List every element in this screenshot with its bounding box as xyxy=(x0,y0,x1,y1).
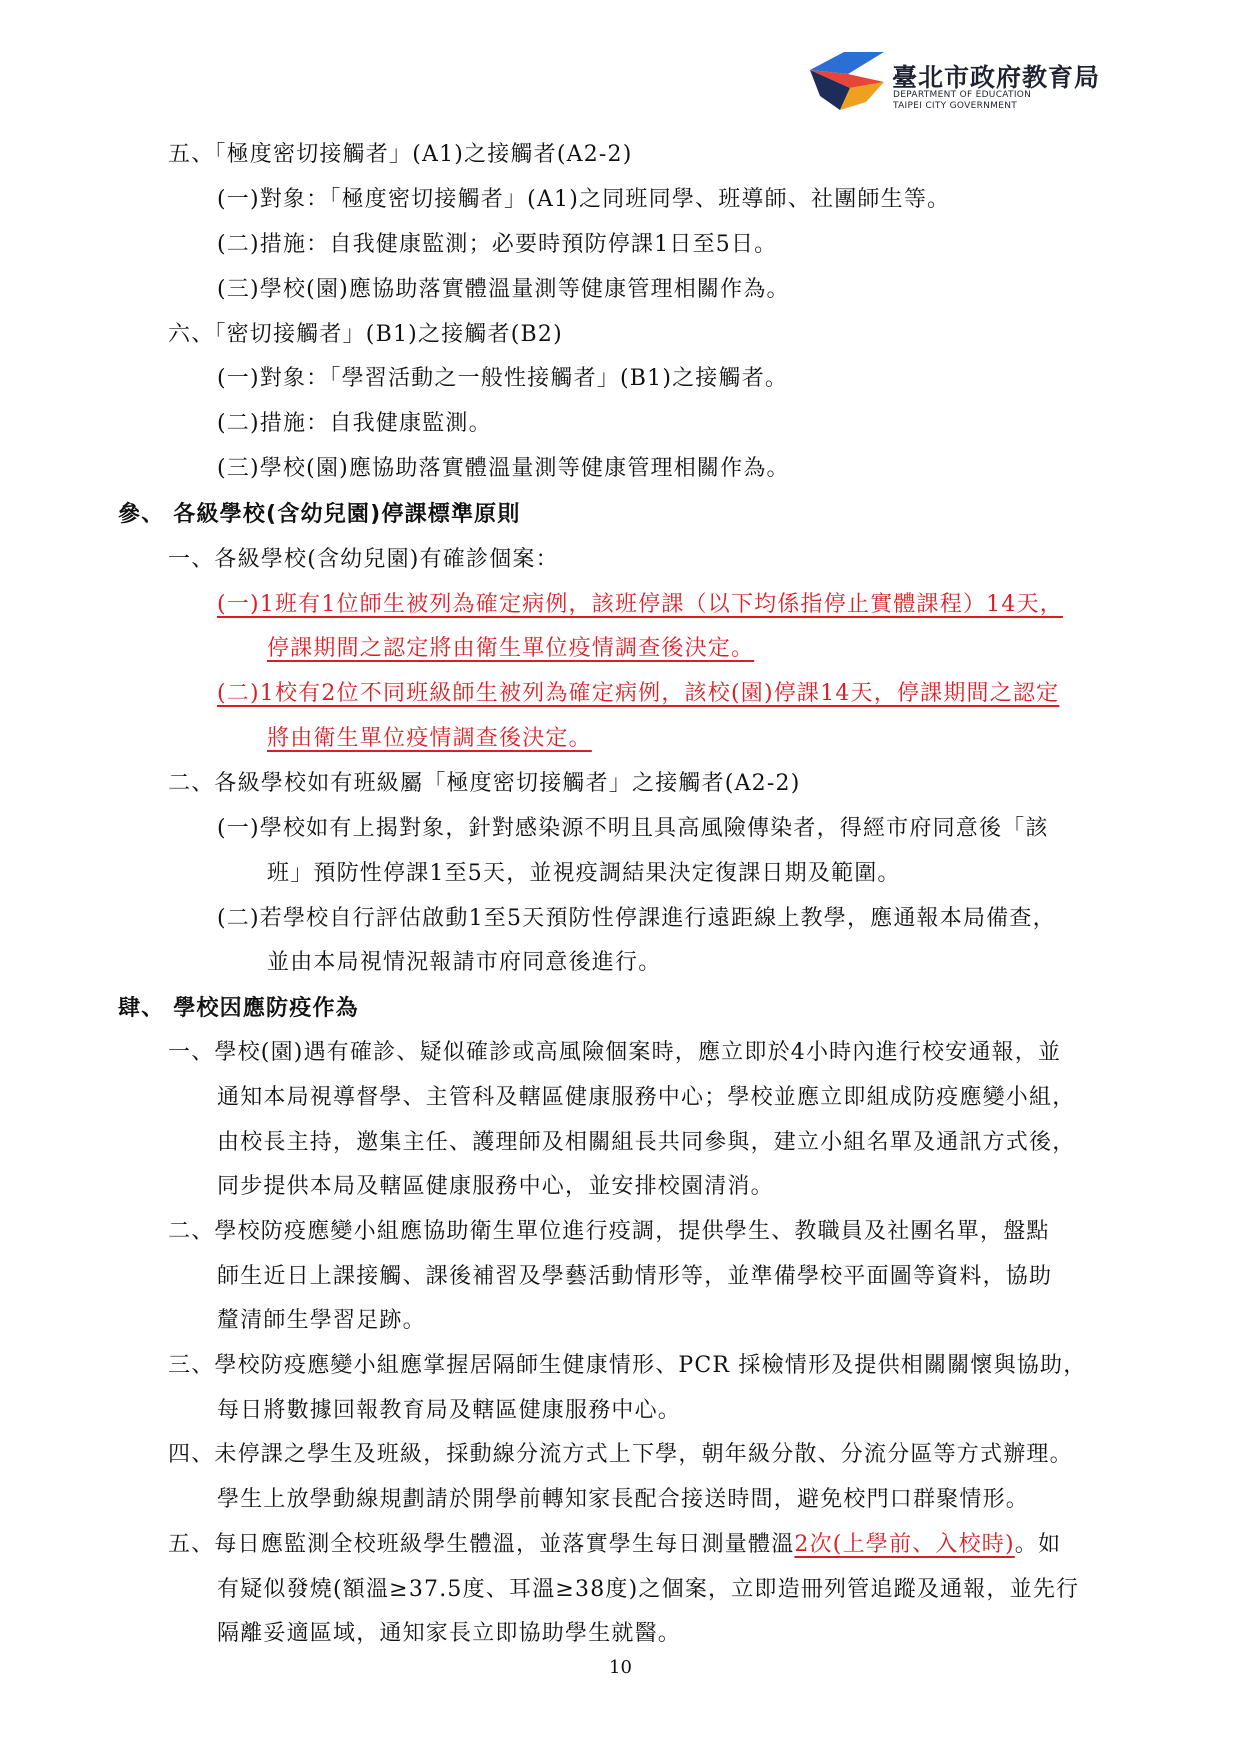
text-line: 一、學校(園)遇有確診、疑似確診或高風險個案時，應立即於4小時內進行校安通報，並 xyxy=(168,1040,1062,1065)
text-line xyxy=(168,1530,1061,1560)
highlighted-text-line: 停課期間之認定將由衛生單位疫情調查後決定。 xyxy=(267,636,755,661)
text-line: (三)學校(園)應協助落實體溫量測等健康管理相關作為。 xyxy=(217,277,790,302)
text-line: (一)對象：「學習活動之一般性接觸者」(B1)之接觸者。 xyxy=(217,366,789,391)
text-line: 同步提供本局及轄區健康服務中心，並安排校園清消。 xyxy=(217,1174,774,1199)
text-line: (二)措施：自我健康監測；必要時預防停課1日至5日。 xyxy=(217,232,778,257)
text-line: 並由本局視情況報請市府同意後進行。 xyxy=(267,950,662,975)
text-line: (一)對象：「極度密切接觸者」(A1)之同班同學、班導師、社團師生等。 xyxy=(217,187,951,212)
text-line: 通知本局視導督學、主管科及轄區健康服務中心；學校並應立即組成防疫應變小組， xyxy=(217,1085,1076,1110)
text-line: (二)若學校自行評估啟動1至5天預防性停課進行遠距線上教學，應通報本局備查， xyxy=(217,906,1056,931)
chapter-four-heading: 肆、 學校因應防疫作為 xyxy=(118,996,359,1021)
education-bureau-emblem-icon xyxy=(810,52,886,110)
text-line: (一)學校如有上揭對象，針對感染源不明且具高風險傳染者，得經市府同意後「該 xyxy=(217,816,1049,841)
text-line: 三、學校防疫應變小組應掌握居隔師生健康情形、PCR 採檢情形及提供相關關懷與協助， xyxy=(168,1353,1087,1378)
highlighted-text-line: (二)1校有2位不同班級師生被列為確定病例，該校(園)停課14天，停課期間之認定 xyxy=(217,681,1060,706)
section-five-heading: 五、「極度密切接觸者」(A1)之接觸者(A2-2) xyxy=(168,142,633,167)
text-line: 釐清師生學習足跡。 xyxy=(217,1308,426,1333)
text-line: 由校長主持，邀集主任、護理師及相關組長共同參與，建立小組名單及通訊方式後， xyxy=(217,1130,1076,1155)
text-line: 一、各級學校(含幼兒園)有確診個案： xyxy=(168,547,559,572)
section-six-heading: 六、「密切接觸者」(B1)之接觸者(B2) xyxy=(168,322,563,347)
text-line: 四、未停課之學生及班級，採動線分流方式上下學，朝年級分散、分流分區等方式辦理。 xyxy=(168,1442,1073,1467)
org-english-line-2: TAIPEI CITY GOVERNMENT xyxy=(893,101,1018,111)
text-line: 師生近日上課接觸、課後補習及學藝活動情形等，並準備學校平面圖等資料，協助 xyxy=(217,1264,1053,1289)
highlighted-text-line: (一)1班有1位師生被列為確定病例，該班停課（以下均係指停止實體課程）14天， xyxy=(217,592,1063,617)
text-segment: 五、每日應監測全校班級學生體溫，並落實學生每日測量體溫 xyxy=(168,1532,795,1557)
highlighted-text-segment: 2次(上學前、入校時) xyxy=(794,1532,1015,1557)
text-line: 二、各級學校如有班級屬「極度密切接觸者」之接觸者(A2-2) xyxy=(168,771,801,796)
department-logo xyxy=(810,52,1140,122)
highlighted-text-line: 將由衛生單位疫情調查後決定。 xyxy=(267,726,592,751)
chapter-three-heading: 參、 各級學校(含幼兒園)停課標準原則 xyxy=(118,502,521,527)
text-line: 班」預防性停課1至5天，並視疫調結果決定復課日期及範圍。 xyxy=(267,861,901,886)
text-line: 學生上放學動線規劃請於開學前轉知家長配合接送時間，避免校門口群聚情形。 xyxy=(217,1487,1030,1512)
text-line: 每日將數據回報教育局及轄區健康服務中心。 xyxy=(217,1398,682,1423)
text-segment: 。如 xyxy=(1014,1532,1062,1557)
org-english-line-1: DEPARTMENT OF EDUCATION xyxy=(893,90,1032,100)
text-line: 有疑似發燒(額溫≥37.5度、耳溫≥38度)之個案，立即造冊列管追蹤及通報，並先行 xyxy=(217,1577,1080,1602)
page-number: 10 xyxy=(609,1657,632,1678)
text-line: 隔離妥適區域，通知家長立即協助學生就醫。 xyxy=(217,1621,682,1646)
text-line: (三)學校(園)應協助落實體溫量測等健康管理相關作為。 xyxy=(217,456,790,481)
text-line: 二、學校防疫應變小組應協助衛生單位進行疫調，提供學生、教職員及社團名單，盤點 xyxy=(168,1219,1050,1244)
text-line: (二)措施：自我健康監測。 xyxy=(217,411,492,436)
org-name: 臺北市政府教育局 xyxy=(892,63,1101,92)
